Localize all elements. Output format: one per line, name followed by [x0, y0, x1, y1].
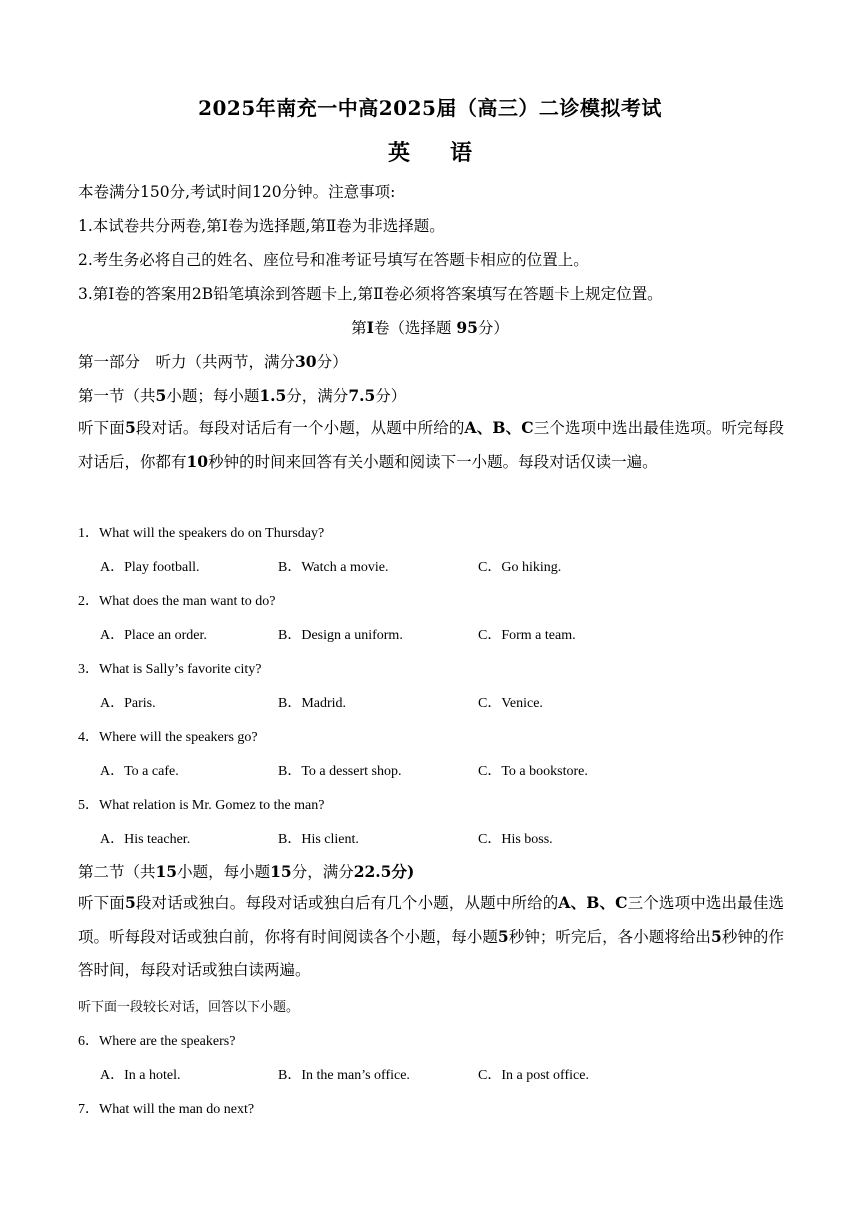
- option-6c: C．In a post office.: [478, 1068, 589, 1083]
- part-heading: 第一部分 听力（共两节，满分30分）: [78, 352, 348, 371]
- note-item-3: 3.第Ⅰ卷的答案用2B铅笔填涂到答题卡上,第Ⅱ卷必须将答案填写在答题卡上规定位置。: [78, 285, 663, 303]
- question-6: 6．Where are the speakers?: [78, 1034, 236, 1049]
- option-4c: C．To a bookstore.: [478, 764, 588, 779]
- exam-title: 2025年南充一中高2025届（高三）二诊模拟考试: [198, 96, 662, 120]
- section2-heading: 第二节（共15小题，每小题15分，满分22.5分): [78, 862, 415, 881]
- section1-heading: 第一节（共5小题；每小题1.5分，满分7.5分）: [78, 386, 407, 405]
- option-1b: B．Watch a movie.: [278, 560, 389, 575]
- section1-directions: 听下面5段对话。每段对话后有一个小题，从题中所给的A、B、C三个选项中选出最佳选项。听完每段对话后，你都有10秒钟的时间来回答有关小题和阅读下一小题。每段对话仅读一遍。: [78, 418, 784, 471]
- note-item-1: 1.本试卷共分两卷,第Ⅰ卷为选择题,第Ⅱ卷为非选择题。: [78, 217, 445, 235]
- option-5a: A．His teacher.: [100, 832, 191, 847]
- question-5: 5．What relation is Mr. Gomez to the man?: [78, 798, 325, 813]
- question-4: 4．Where will the speakers go?: [78, 730, 258, 745]
- option-2c: C．Form a team.: [478, 628, 576, 643]
- option-6a: A．In a hotel.: [100, 1068, 181, 1083]
- section2-directions: 听下面5段对话或独白。每段对话或独白后有几个小题，从题中所给的A、B、C三个选项中选出最佳选项。听每段对话或独白前，你将有时间阅读各个小题，每小题5秒钟；听完后，各小题将给出5秒钟的作答时间，每段对话或独白读两遍。: [78, 893, 784, 979]
- option-3b: B．Madrid.: [278, 696, 347, 711]
- subject-char-1: 英: [387, 140, 410, 166]
- sub-note: 听下面一段较长对话，回答以下小题。: [78, 1000, 300, 1015]
- question-1: 1．What will the speakers do on Thursday?: [78, 526, 325, 541]
- option-2a: A．Place an order.: [100, 628, 207, 643]
- subject-heading: [0, 136, 860, 167]
- option-5b: B．His client.: [278, 832, 359, 847]
- subject-char-2: 语: [450, 140, 473, 166]
- question-3: 3．What is Sally’s favorite city?: [78, 662, 262, 677]
- option-3a: A．Paris.: [100, 696, 156, 711]
- question-2: 2．What does the man want to do?: [78, 594, 276, 609]
- option-3c: C．Venice.: [478, 696, 543, 711]
- option-1c: C．Go hiking.: [478, 560, 562, 575]
- volume-heading: 第I卷（选择题 95分）: [351, 318, 509, 337]
- option-4a: A．To a cafe.: [100, 764, 179, 779]
- option-2b: B．Design a uniform.: [278, 628, 403, 643]
- note-item-2: 2.考生务必将自己的姓名、座位号和准考证号填写在答题卡相应的位置上。: [78, 251, 589, 269]
- question-7: 7．What will the man do next?: [78, 1102, 255, 1117]
- option-5c: C．His boss.: [478, 832, 553, 847]
- option-4b: B．To a dessert shop.: [278, 764, 402, 779]
- option-1a: A．Play football.: [100, 560, 200, 575]
- option-6b: B．In the man’s office.: [278, 1068, 410, 1083]
- notes-intro: 本卷满分150分,考试时间120分钟。注意事项:: [78, 183, 396, 201]
